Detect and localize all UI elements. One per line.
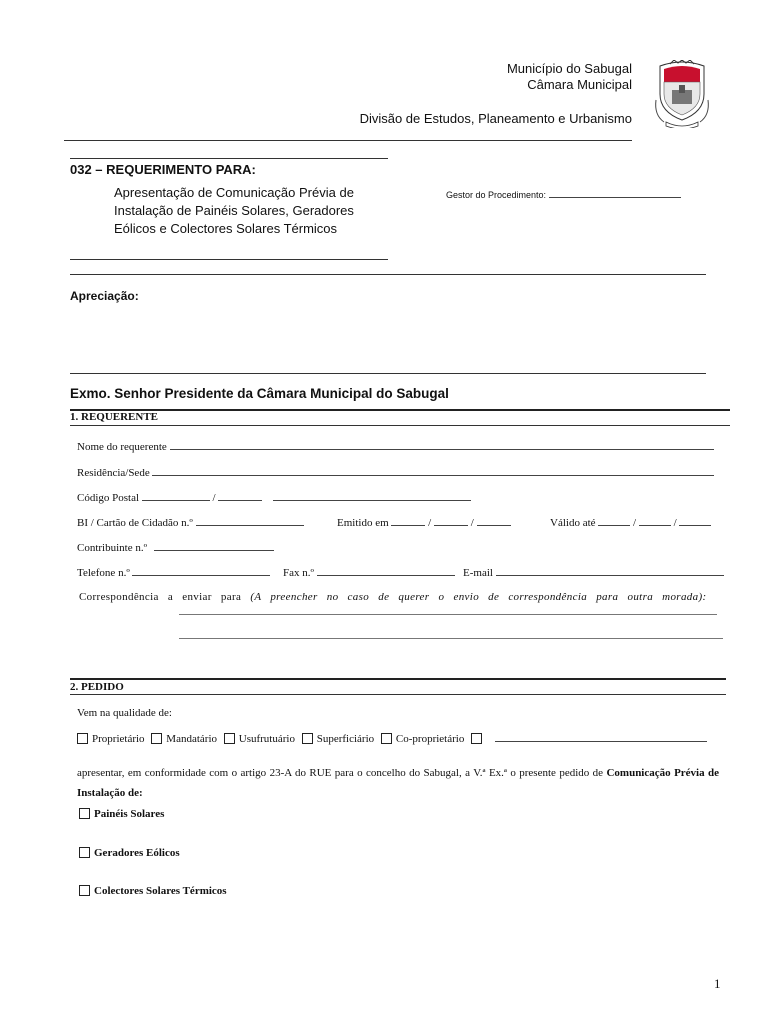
- postal-code-input-2[interactable]: [218, 490, 262, 501]
- name-input-line[interactable]: [170, 439, 714, 450]
- valid-sep-2: /: [673, 517, 677, 529]
- issued-sep-2: /: [470, 517, 474, 529]
- apreciacao-label: Apreciação:: [70, 289, 139, 303]
- division-name: Divisão de Estudos, Planeamento e Urbanismo: [359, 111, 632, 126]
- proprietario-label: Proprietário: [92, 733, 145, 745]
- issued-month-input[interactable]: [434, 515, 468, 526]
- geradores-eolicos-label: Geradores Eólicos: [94, 847, 180, 859]
- correspondence-field: [79, 591, 723, 603]
- statement-text: apresentar, em conformidade com o artigo 23-A do RUE para o concelho do Sabugal, a V.ª Ex.ª o presente pedido de: [77, 767, 604, 779]
- section1-title-rule: [70, 425, 730, 426]
- other-capacity-checkbox[interactable]: [471, 733, 482, 744]
- request-statement: [77, 763, 719, 803]
- issued-field: [337, 515, 511, 529]
- superficiario-label: Superficiário: [316, 733, 375, 745]
- proprietario-checkbox[interactable]: [77, 733, 88, 744]
- gestor-field: [446, 187, 681, 200]
- title-bottom-rule: [70, 259, 388, 260]
- bi-label: BI / Cartão de Cidadão n.º: [77, 517, 193, 529]
- valid-sep-1: /: [633, 517, 637, 529]
- issued-sep-1: /: [428, 517, 432, 529]
- section1-top-rule: [70, 409, 730, 411]
- apreciacao-top-rule: [70, 274, 706, 275]
- request-title: 032 – REQUERIMENTO PARA:: [70, 162, 256, 177]
- correspondence-note: (A preencher no caso de querer o envio de correspondência para outra morada):: [250, 591, 707, 603]
- phone-label: Telefone n.º: [77, 567, 130, 579]
- section2-title: 2. PEDIDO: [70, 681, 124, 693]
- section2-title-rule: [70, 694, 726, 695]
- bi-field: [77, 515, 304, 529]
- item-geradores-eolicos: [79, 847, 180, 859]
- paineis-solares-label: Painéis Solares: [94, 808, 165, 820]
- usufrutuario-checkbox[interactable]: [224, 733, 235, 744]
- other-capacity-input-line[interactable]: [495, 731, 707, 742]
- postal-code-input-1[interactable]: [142, 490, 210, 501]
- colectores-solares-checkbox[interactable]: [79, 885, 90, 896]
- title-top-rule: [70, 158, 388, 159]
- residence-input-line[interactable]: [152, 465, 714, 476]
- colectores-solares-label: Colectores Solares Térmicos: [94, 885, 227, 897]
- apreciacao-bottom-rule: [70, 373, 706, 374]
- name-field: [77, 439, 714, 453]
- paineis-solares-checkbox[interactable]: [79, 808, 90, 819]
- valid-label: Válido até: [550, 517, 596, 529]
- statement-bold-1: Comunicação: [606, 767, 671, 779]
- fax-input-line[interactable]: [317, 565, 455, 576]
- correspondence-input-line-1[interactable]: [179, 614, 717, 615]
- item-paineis-solares: [79, 808, 164, 820]
- valid-day-input[interactable]: [598, 515, 630, 526]
- superficiario-checkbox[interactable]: [302, 733, 313, 744]
- correspondence-input-line-2[interactable]: [179, 638, 723, 639]
- fax-field: [283, 565, 455, 579]
- geradores-eolicos-checkbox[interactable]: [79, 847, 90, 858]
- email-label: E-mail: [463, 567, 493, 579]
- residence-label: Residência/Sede: [77, 467, 150, 479]
- valid-month-input[interactable]: [639, 515, 671, 526]
- nif-field: [77, 540, 274, 554]
- coproprietario-checkbox[interactable]: [381, 733, 392, 744]
- fax-label: Fax n.º: [283, 567, 314, 579]
- header-divider: [64, 140, 632, 141]
- name-label: Nome do requerente: [77, 441, 167, 453]
- request-subject-line-2: Instalação de Painéis Solares, Geradores: [114, 203, 354, 218]
- postal-code-separator: /: [212, 492, 216, 504]
- section2-top-rule: [70, 678, 726, 680]
- municipality-name: Município do Sabugal: [506, 61, 632, 76]
- request-subject-line-3: Eólicos e Colectores Solares Térmicos: [114, 221, 338, 236]
- phone-input-line[interactable]: [132, 565, 270, 576]
- postal-locality-input[interactable]: [273, 490, 471, 501]
- postal-code-label: Código Postal: [77, 492, 140, 504]
- coproprietario-label: Co-proprietário: [395, 733, 465, 745]
- issued-label: Emitido em: [337, 517, 389, 529]
- issued-year-input[interactable]: [477, 515, 511, 526]
- email-input-line[interactable]: [496, 565, 724, 576]
- residence-field: [77, 465, 714, 479]
- bi-input-line[interactable]: [196, 515, 304, 526]
- correspondence-label: Correspondência a enviar para: [79, 591, 242, 603]
- gestor-input-line[interactable]: [549, 187, 681, 198]
- gestor-label: Gestor do Procedimento:: [446, 190, 547, 200]
- mandatario-label: Mandatário: [166, 733, 217, 745]
- chamber-name: Câmara Municipal: [527, 77, 632, 92]
- capacity-label: Vem na qualidade de:: [77, 707, 172, 719]
- email-field: [463, 565, 724, 579]
- municipal-crest-icon: [652, 60, 712, 128]
- statement-bold-2: Prévia de Instalação de:: [77, 767, 720, 799]
- mandatario-checkbox[interactable]: [151, 733, 162, 744]
- capacity-options: [77, 731, 707, 745]
- nif-label: Contribuinte n.º: [77, 542, 148, 554]
- valid-year-input[interactable]: [679, 515, 711, 526]
- valid-field: [550, 515, 711, 529]
- postal-code-field: [77, 490, 471, 504]
- page-number: 1: [714, 976, 721, 991]
- issued-day-input[interactable]: [391, 515, 425, 526]
- phone-field: [77, 565, 270, 579]
- nif-input-line[interactable]: [154, 540, 274, 551]
- salutation: Exmo. Senhor Presidente da Câmara Municipal do Sabugal: [70, 386, 449, 401]
- usufrutuario-label: Usufrutuário: [238, 733, 295, 745]
- request-subject-line-1: Apresentação de Comunicação Prévia de: [114, 185, 354, 200]
- section1-title: 1. REQUERENTE: [70, 411, 159, 423]
- item-colectores-solares: [79, 885, 227, 897]
